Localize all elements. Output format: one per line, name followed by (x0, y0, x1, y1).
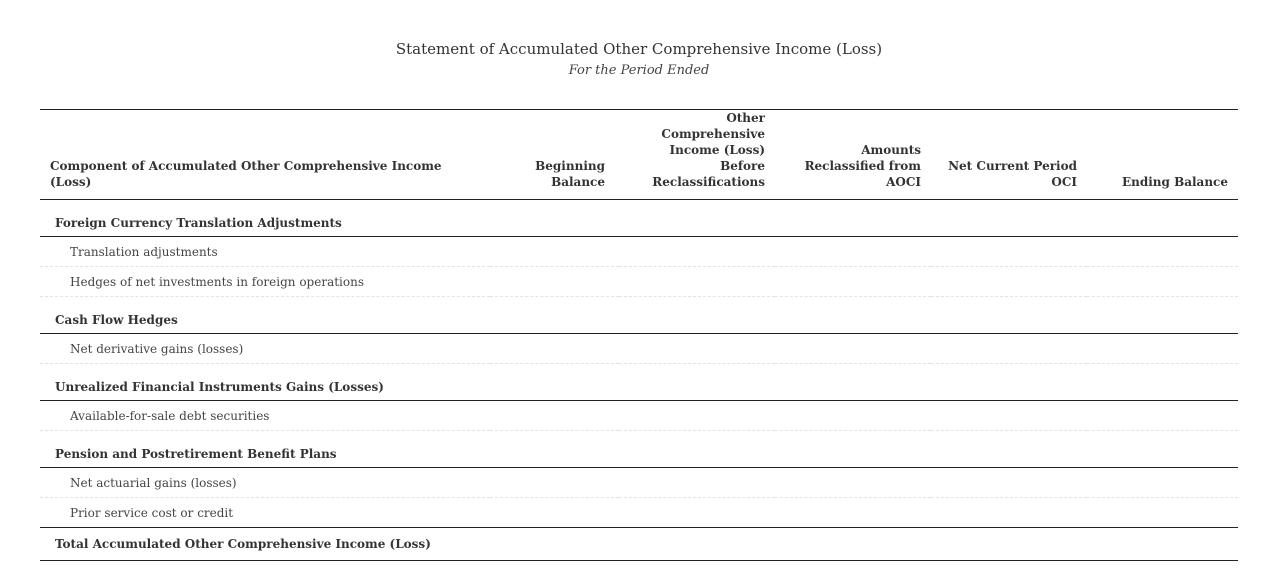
cell-oci-before (619, 498, 775, 528)
aoci-table (40, 109, 1238, 561)
cell-net-current (931, 237, 1087, 267)
cell-net-current (931, 334, 1087, 364)
cell-beginning-balance (490, 401, 619, 431)
cell-beginning-balance (490, 267, 619, 297)
cell-reclassified (775, 267, 931, 297)
column-header-beginning-balance: Beginning Balance (490, 110, 619, 200)
column-header-net-current-period-oci: Net Current Period OCI (931, 110, 1087, 200)
cell-oci-before (619, 334, 775, 364)
table-header-row (40, 110, 1238, 200)
cell-net-current (931, 401, 1087, 431)
section-label: Foreign Currency Translation Adjustments (40, 200, 1238, 237)
table-row (40, 468, 1238, 498)
section-label: Pension and Postretirement Benefit Plans (40, 431, 1238, 468)
row-label: Available-for-sale debt securities (40, 401, 490, 431)
table-row (40, 237, 1238, 267)
cell-oci-before (619, 468, 775, 498)
row-label: Net derivative gains (losses) (40, 334, 490, 364)
cell-reclassified (775, 334, 931, 364)
cell-net-current (931, 528, 1087, 561)
cell-beginning-balance (490, 528, 619, 561)
cell-oci-before (619, 528, 775, 561)
section-label: Cash Flow Hedges (40, 297, 1238, 334)
cell-oci-before (619, 401, 775, 431)
table-row (40, 498, 1238, 528)
aoci-table-body (40, 200, 1238, 561)
page-title: Statement of Accumulated Other Comprehensive Income (Loss) (395, 40, 883, 58)
cell-beginning-balance (490, 334, 619, 364)
cell-ending-balance (1087, 468, 1238, 498)
cell-ending-balance (1087, 528, 1238, 561)
table-row (40, 267, 1238, 297)
cell-ending-balance (1087, 401, 1238, 431)
section-row-unrealized-financial-instruments (40, 364, 1238, 401)
table-row (40, 401, 1238, 431)
column-header-oci-before-reclassifications: Other Comprehensive Income (Loss) Before Reclassifications (619, 110, 775, 200)
cell-oci-before (619, 237, 775, 267)
cell-oci-before (619, 267, 775, 297)
cell-ending-balance (1087, 334, 1238, 364)
cell-reclassified (775, 237, 931, 267)
row-label: Net actuarial gains (losses) (40, 468, 490, 498)
row-label: Translation adjustments (40, 237, 490, 267)
cell-beginning-balance (490, 237, 619, 267)
column-header-amounts-reclassified: Amounts Reclassified from AOCI (775, 110, 931, 200)
cell-reclassified (775, 468, 931, 498)
section-row-cash-flow-hedges (40, 297, 1238, 334)
cell-ending-balance (1087, 498, 1238, 528)
cell-ending-balance (1087, 267, 1238, 297)
total-row (40, 528, 1238, 561)
row-label: Hedges of net investments in foreign operations (40, 267, 490, 297)
page-subtitle: For the Period Ended (568, 63, 710, 78)
total-label: Total Accumulated Other Comprehensive Income (Loss) (40, 528, 490, 561)
section-row-foreign-currency (40, 200, 1238, 237)
cell-net-current (931, 468, 1087, 498)
cell-reclassified (775, 401, 931, 431)
cell-net-current (931, 267, 1087, 297)
section-row-pension-postretirement (40, 431, 1238, 468)
table-row (40, 334, 1238, 364)
row-label: Prior service cost or credit (40, 498, 490, 528)
column-header-ending-balance: Ending Balance (1087, 110, 1238, 200)
cell-reclassified (775, 498, 931, 528)
section-label: Unrealized Financial Instruments Gains (Losses) (40, 364, 1238, 401)
cell-reclassified (775, 528, 931, 561)
cell-net-current (931, 498, 1087, 528)
cell-ending-balance (1087, 237, 1238, 267)
column-header-component: Component of Accumulated Other Comprehensive Income (Loss) (40, 110, 490, 200)
cell-beginning-balance (490, 468, 619, 498)
cell-beginning-balance (490, 498, 619, 528)
